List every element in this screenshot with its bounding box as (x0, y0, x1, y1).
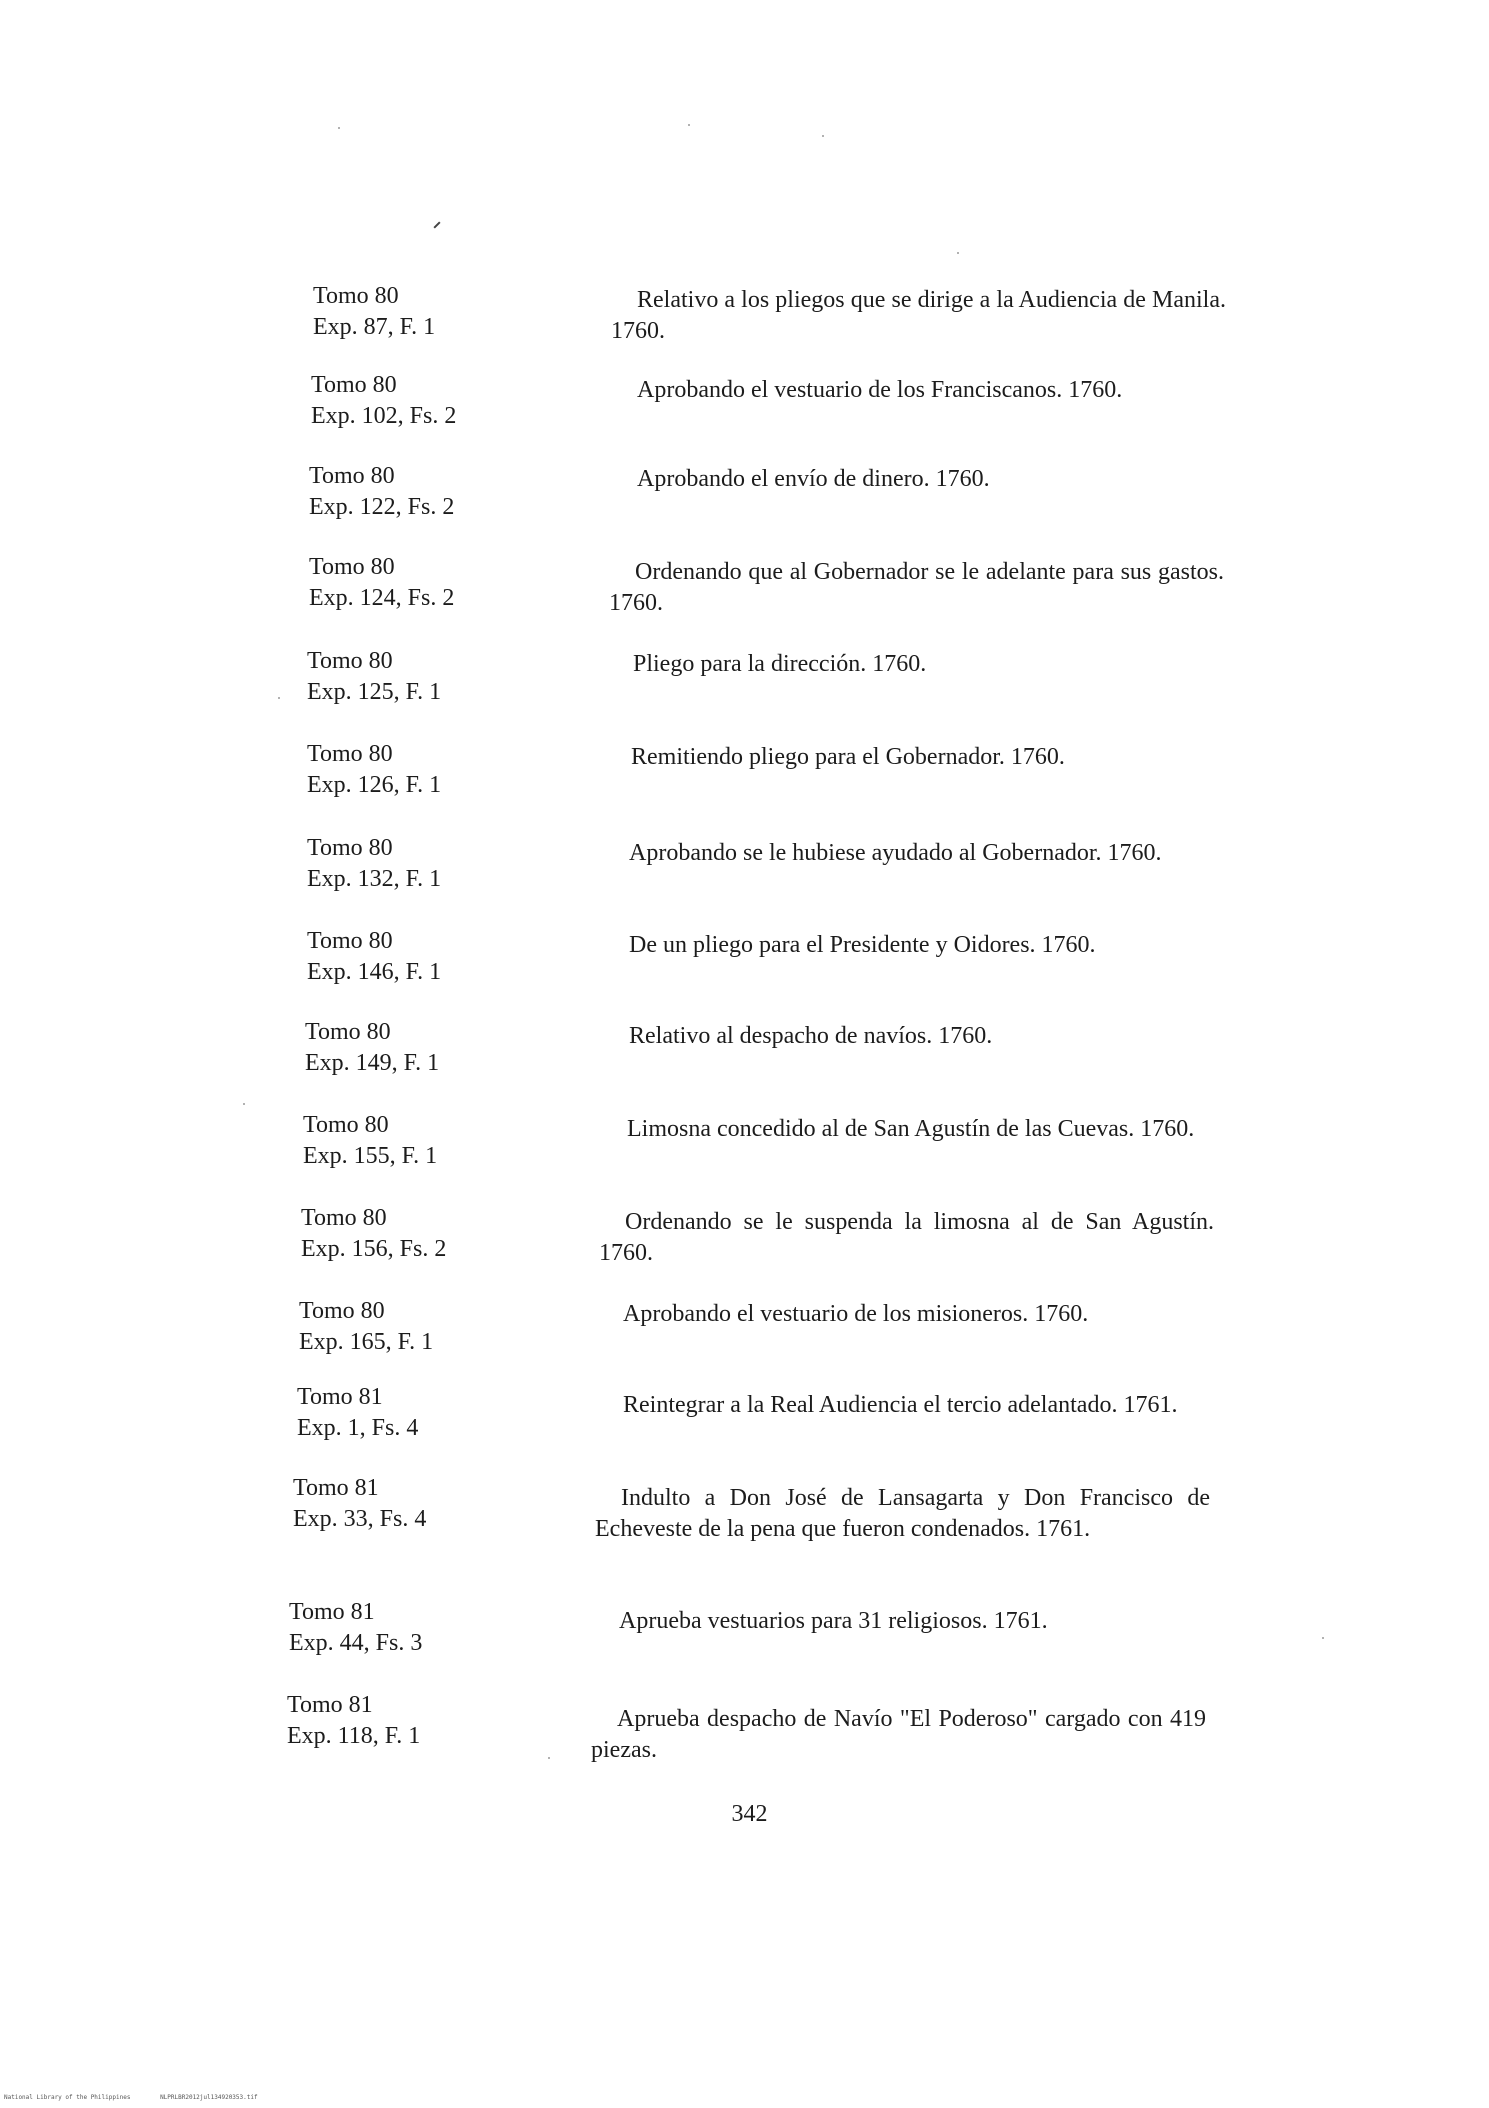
entry-reference (297, 1382, 557, 1444)
entry-reference (311, 370, 571, 432)
entry-reference (287, 1690, 547, 1752)
exp-label: Exp. 126, F. 1 (307, 772, 442, 798)
scan-speck (957, 252, 959, 254)
tomo-label: Tomo 80 (301, 1205, 387, 1231)
exp-label: Exp. 149, F. 1 (305, 1050, 440, 1076)
entry-reference (307, 926, 567, 988)
scan-speck (822, 135, 824, 137)
scan-speck (688, 124, 690, 126)
entry-description: Limosna concedido al de San Agustín de las Cuevas. 1760. (627, 1116, 1195, 1142)
scan-footer (4, 2094, 284, 2101)
entry-description: Remitiendo pliego para el Gobernador. 1760. (631, 744, 1065, 770)
exp-label: Exp. 1, Fs. 4 (297, 1415, 419, 1441)
tomo-label: Tomo 80 (303, 1112, 389, 1138)
entry-description: Aprueba vestuarios para 31 religiosos. 1761. (619, 1608, 1048, 1634)
entry-reference (309, 552, 569, 614)
entry-description: Aprobando el vestuario de los Franciscanos. 1760. (637, 377, 1123, 403)
entry-description: Pliego para la dirección. 1760. (633, 651, 927, 677)
exp-label: Exp. 156, Fs. 2 (301, 1236, 447, 1262)
entry-description: Ordenando que al Gobernador se le adelante para sus gastos. 1760. (609, 559, 1224, 616)
entry-reference (293, 1473, 553, 1535)
entry-reference (313, 281, 573, 343)
tomo-label: Tomo 81 (287, 1692, 373, 1718)
scan-speck (278, 697, 280, 699)
entry-reference (309, 461, 569, 523)
entry-description: Aprobando el envío de dinero. 1760. (637, 466, 990, 492)
scan-speck (243, 1103, 245, 1105)
scan-speck (338, 127, 340, 129)
entry-reference (303, 1110, 563, 1172)
entry-description: Ordenando se le suspenda la limosna al de San Agustín. 1760. (599, 1209, 1214, 1266)
entry-reference (307, 646, 567, 708)
tomo-label: Tomo 81 (293, 1475, 379, 1501)
tomo-label: Tomo 80 (307, 648, 393, 674)
entry-reference (307, 833, 567, 895)
tomo-label: Tomo 80 (307, 928, 393, 954)
tomo-label: Tomo 80 (309, 554, 395, 580)
entry-description: Aprobando el vestuario de los misioneros. 1760. (623, 1301, 1089, 1327)
exp-label: Exp. 146, F. 1 (307, 959, 442, 985)
entry-description: Aprueba despacho de Navío "El Poderoso" cargado con 419 piezas. (591, 1706, 1206, 1763)
exp-label: Exp. 33, Fs. 4 (293, 1506, 427, 1532)
exp-label: Exp. 125, F. 1 (307, 679, 442, 705)
exp-label: Exp. 122, Fs. 2 (309, 494, 455, 520)
scan-speck (1322, 1637, 1324, 1639)
entry-description: Indulto a Don José de Lansagarta y Don Francisco de Echeveste de la pena que fueron condenados. 1761. (595, 1485, 1210, 1542)
exp-label: Exp. 155, F. 1 (303, 1143, 438, 1169)
scan-mark (433, 221, 440, 228)
tomo-label: Tomo 80 (307, 741, 393, 767)
exp-label: Exp. 124, Fs. 2 (309, 585, 455, 611)
tomo-label: Tomo 81 (297, 1384, 383, 1410)
tomo-label: Tomo 80 (311, 372, 397, 398)
exp-label: Exp. 132, F. 1 (307, 866, 442, 892)
entry-reference (299, 1296, 559, 1358)
footer-file: NLPRLBR2012jul134920353.tif (160, 2094, 258, 2101)
tomo-label: Tomo 80 (313, 283, 399, 309)
tomo-label: Tomo 81 (289, 1599, 375, 1625)
entry-reference (301, 1203, 561, 1265)
entry-description: De un pliego para el Presidente y Oidores. 1760. (629, 932, 1096, 958)
entry-reference (305, 1017, 565, 1079)
footer-library: National Library of the Philippines (4, 2094, 131, 2101)
page-number: 342 (731, 1801, 768, 1827)
entry-reference (289, 1597, 549, 1659)
tomo-label: Tomo 80 (299, 1298, 385, 1324)
exp-label: Exp. 165, F. 1 (299, 1329, 434, 1355)
exp-label: Exp. 102, Fs. 2 (311, 403, 457, 429)
tomo-label: Tomo 80 (307, 835, 393, 861)
tomo-label: Tomo 80 (305, 1019, 391, 1045)
entry-description: Reintegrar a la Real Audiencia el tercio adelantado. 1761. (623, 1392, 1178, 1418)
tomo-label: Tomo 80 (309, 463, 395, 489)
entry-description: Relativo a los pliegos que se dirige a la Audiencia de Manila. 1760. (611, 287, 1226, 344)
exp-label: Exp. 87, F. 1 (313, 314, 436, 340)
entry-description: Aprobando se le hubiese ayudado al Gobernador. 1760. (629, 840, 1162, 866)
entry-reference (307, 739, 567, 801)
entry-description: Relativo al despacho de navíos. 1760. (629, 1023, 993, 1049)
exp-label: Exp. 118, F. 1 (287, 1723, 421, 1749)
scan-speck (548, 1757, 550, 1759)
exp-label: Exp. 44, Fs. 3 (289, 1630, 423, 1656)
